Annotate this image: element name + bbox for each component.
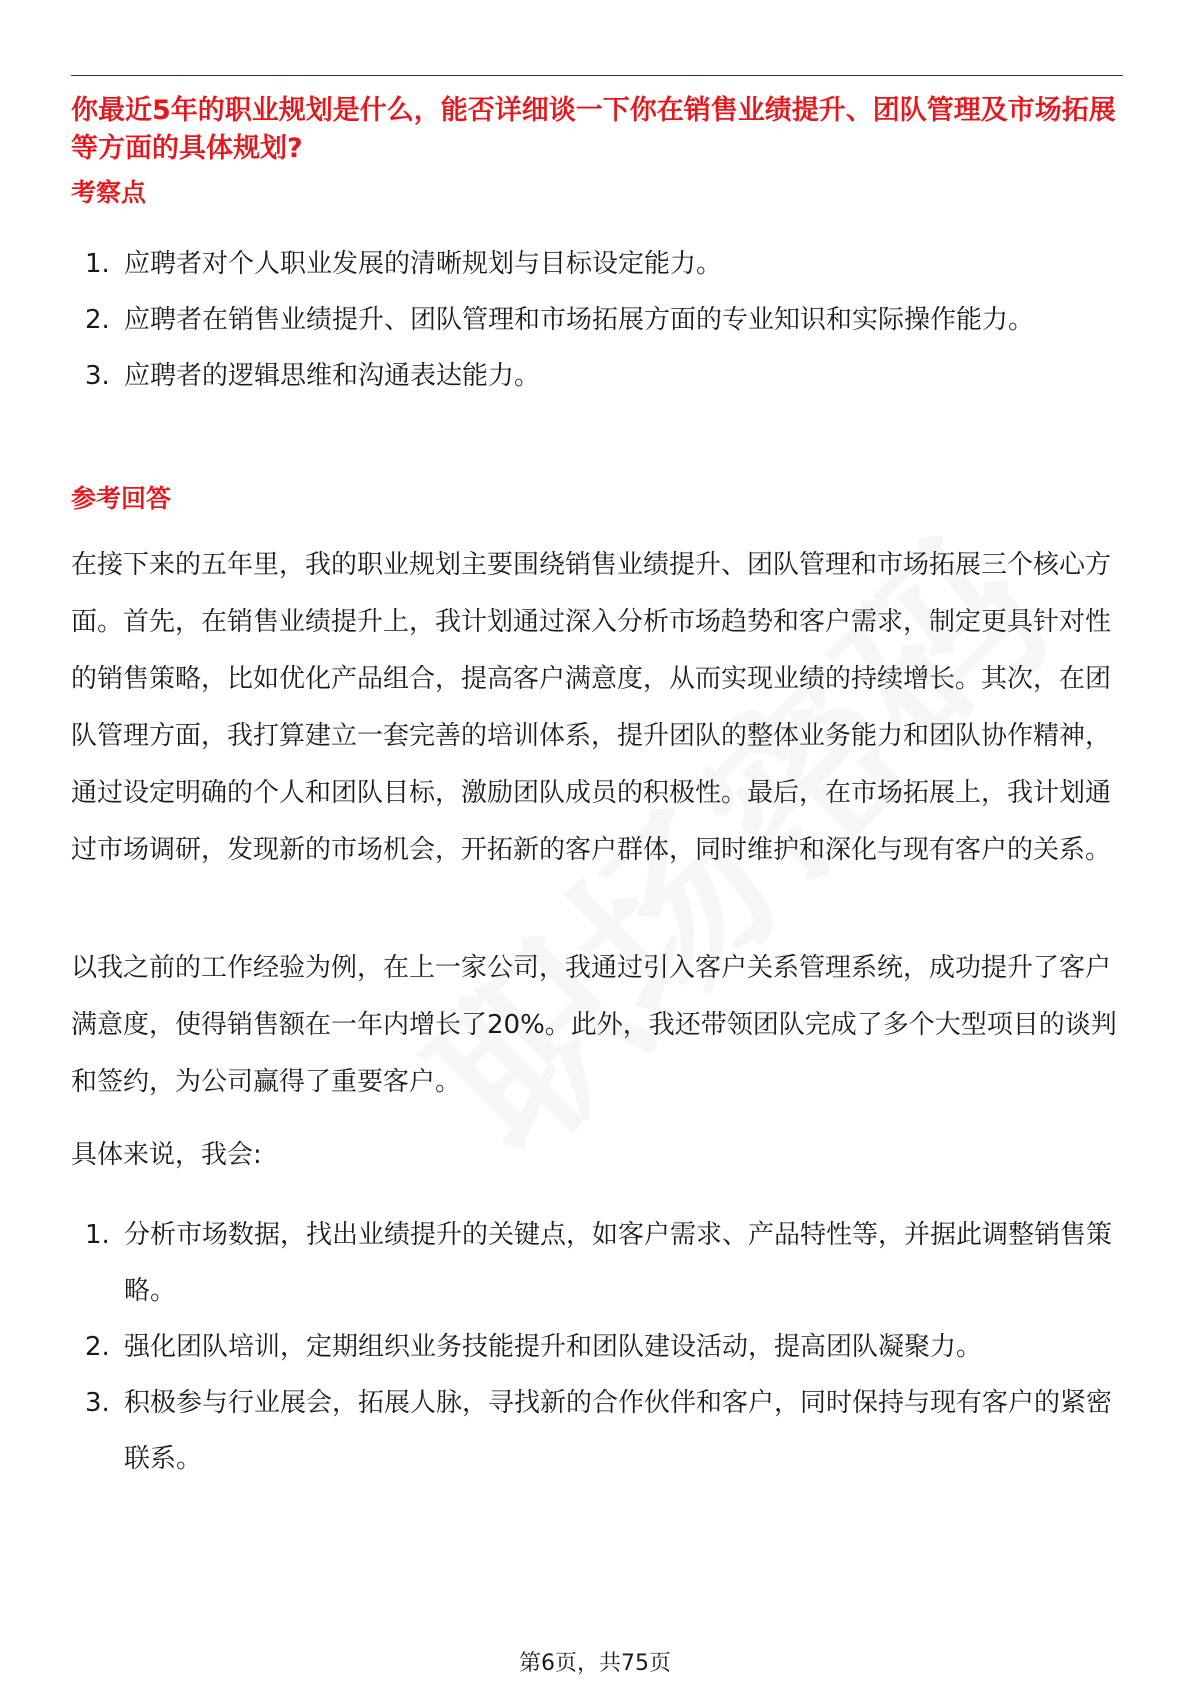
list-item: 2. 强化团队培训，定期组织业务技能提升和团队建设活动，提高团队凝聚力。 xyxy=(85,1332,983,1362)
header-rule xyxy=(71,75,1123,76)
plan-items-list xyxy=(71,1207,1123,1487)
answer-paragraph: 在接下来的五年里，我的职业规划主要围绕销售业绩提升、团队管理和市场拓展三个核心方面。首先，在销售业绩提升上，我计划通过深入分析市场趋势和客户需求，制定更具针对性的销售策略，比如优化产品组合，提高客户满意度，从而实现业绩的持续增长。其次，在团队管理方面，我打算建立一套完善的培训体系，提升团队的整体业务能力和团队协作精神，通过设定明确的个人和团队目标，激励团队成员的积极性。最后，在市场拓展上，我计划通过市场调研，发现新的市场机会，开拓新的客户群体，同时维护和深化与现有客户的关系。 xyxy=(71,550,1112,865)
page-footer: 第6页，共75页 xyxy=(519,1651,671,1676)
list-item: 2. 应聘者在销售业绩提升、团队管理和市场拓展方面的专业知识和实际操作能力。 xyxy=(85,305,1035,335)
list-item: 1. 分析市场数据，找出业绩提升的关键点，如客户需求、产品特性等，并据此调整销售策略。 xyxy=(85,1220,1113,1306)
question-title: 你最近5年的职业规划是什么，能否详细谈一下你在销售业绩提升、团队管理及市场拓展等方面的具体规划? xyxy=(71,95,1116,164)
answer-paragraph: 具体来说，我会: xyxy=(71,1140,262,1170)
list-item: 1. 应聘者对个人职业发展的清晰规划与目标设定能力。 xyxy=(85,249,723,279)
reference-answer-heading: 参考回答 xyxy=(71,484,172,513)
examination-points-list xyxy=(71,236,1123,404)
examination-points-heading: 考察点 xyxy=(71,178,147,207)
list-item: 3. 应聘者的逻辑思维和沟通表达能力。 xyxy=(85,361,541,391)
list-item: 3. 积极参与行业展会，拓展人脉，寻找新的合作伙伴和客户，同时保持与现有客户的紧密联系。 xyxy=(85,1388,1113,1474)
answer-paragraph: 以我之前的工作经验为例，在上一家公司，我通过引入客户关系管理系统，成功提升了客户满意度，使得销售额在一年内增长了20%。此外，我还带领团队完成了多个大型项目的谈判和签约，为公司赢得了重要客户。 xyxy=(71,953,1117,1097)
